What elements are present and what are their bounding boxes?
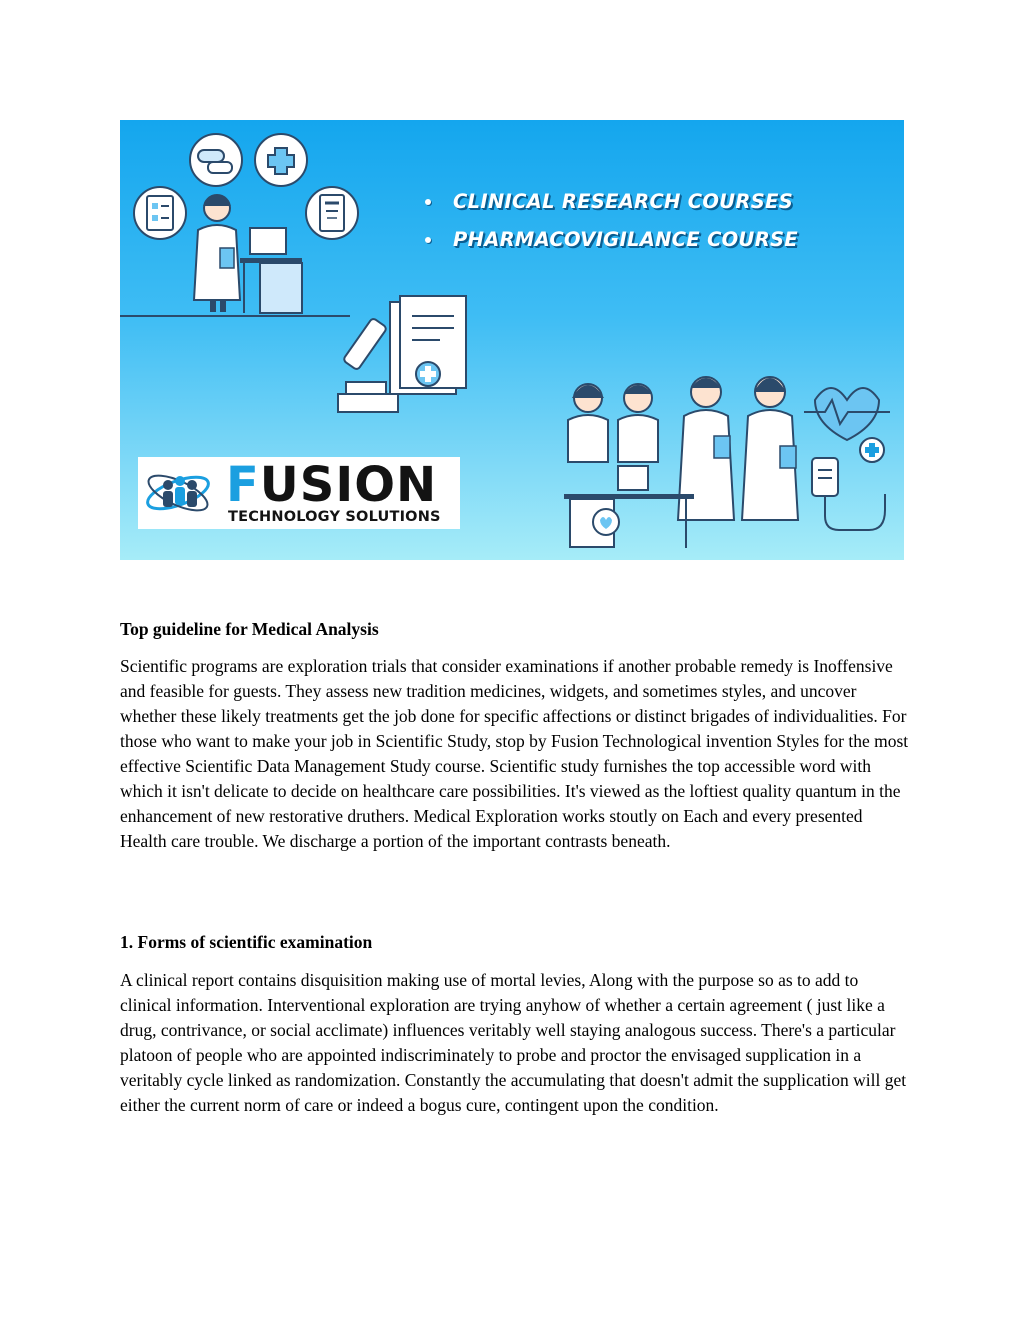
iv-drip-icon <box>812 438 885 530</box>
people-globe-emblem-icon <box>142 461 214 525</box>
banner-bullet-text: CLINICAL RESEARCH COURSES <box>453 190 794 213</box>
paragraph: A clinical report contains disquisition making use of mortal levies, Along with the purpose so as to add to clinical information. Interventional exploration are trying anyhow of whether a certain agreement ( just like a drug, contrivance, or social acclimate) influences veritably well staying analogous success. There's a particular platoon of people who are appointed indiscriminately to probe and proctor the envisaged supplication in a veritably cycle linked as randomization. Constantly the accumulating that doesn't admit the supplication will get either the current norm of care or indeed a bogus cure, contingent upon the condition. <box>120 970 907 1115</box>
logo-brand-rest: USION <box>259 457 438 513</box>
logo-brand-name <box>226 457 437 513</box>
logo-tagline: TECHNOLOGY SOLUTIONS <box>228 509 441 525</box>
bullet-dot <box>425 199 431 205</box>
clipboard-icon <box>134 187 186 239</box>
section-heading: Top guideline for Medical Analysis <box>120 619 379 639</box>
banner-bullet-clinical-research <box>425 190 793 213</box>
hero-banner <box>120 120 904 560</box>
medical-team-illustration <box>564 377 798 548</box>
bullet-dot <box>425 237 431 243</box>
section-1-body <box>120 654 910 854</box>
section-heading: 1. Forms of scientific examination <box>120 932 373 952</box>
heart-rate-icon <box>804 388 890 440</box>
fusion-logo <box>138 457 460 529</box>
logo-brand-first-letter: F <box>226 457 260 513</box>
eye-chart-icon <box>306 187 358 239</box>
section-2 <box>120 930 910 954</box>
microscope-report-illustration <box>338 296 466 412</box>
pills-icon <box>190 134 242 186</box>
paragraph: Scientific programs are exploration trials that consider examinations if another probable remedy is Inoffensive and feasible for guests. They assess new tradition medicines, widgets, and sometimes styles, and uncover whether these likely treatments get the job done for specific affections or distinct brigades of individualities. For those who want to make your job in Scientific Study, stop by Fusion Technological invention Styles for the most effective Scientific Data Management Study course. Scientific study furnishes the top accessible word with which it isn't delicate to decide on healthcare care possibilities. It's viewed as the loftiest quality quantum in the enhancement of new restorative druthers. Medical Exploration works stoutly on Each and every presented Health care trouble. We discharge a portion of the important contrasts beneath. <box>120 656 909 851</box>
banner-bullet-pharmacovigilance <box>425 228 798 251</box>
section-1 <box>120 617 910 641</box>
section-2-body <box>120 968 910 1118</box>
medical-cross-icon <box>255 134 307 186</box>
banner-bullet-text: PHARMACOVIGILANCE COURSE <box>453 228 798 251</box>
